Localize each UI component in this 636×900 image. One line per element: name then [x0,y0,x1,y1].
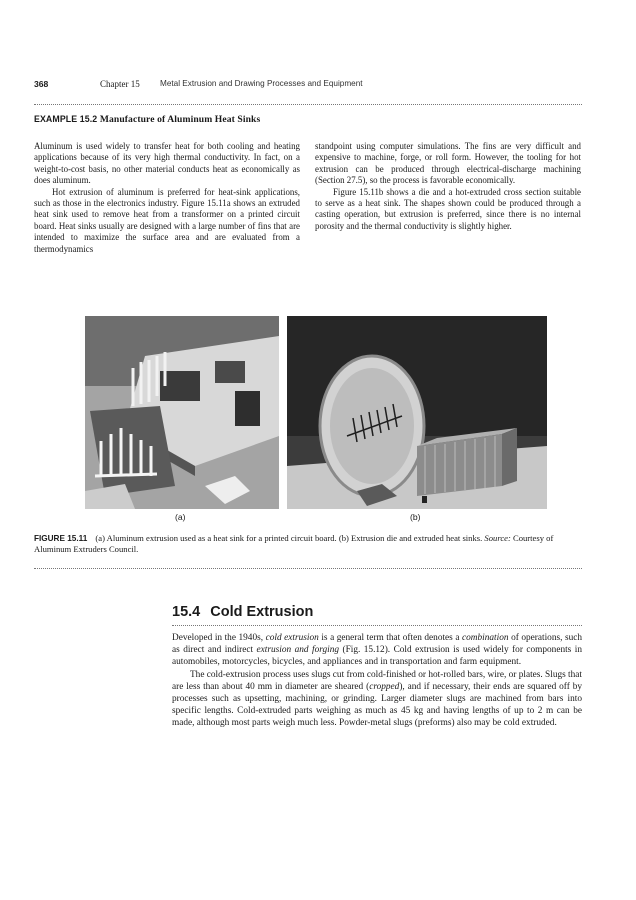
figure-source-text: Courtesy of Aluminum Extruders Council. [34,533,554,555]
figure-label-b: (b) [410,512,421,522]
figure-caption [34,533,582,555]
example-paragraph: standpoint using computer simulations. The fins are very difficult and expensive to machine, forge, or roll form. However, the tooling for hot extrusion can be produced through electrical-discharge machining (Section 27.5), so the process is favorable economically. [315,141,581,186]
italic-term: combination [462,633,509,643]
example-right-column [315,141,581,232]
text-run: of operations, such as direct and indirect [172,633,583,656]
example-paragraph: Aluminum is used widely to transfer heat for both cooling and heating applications because of its very high thermal conductivity. In fact, on a weight-to-cost basis, no other material conducts heat as economically as does aluminum. [34,141,300,186]
section-rule [172,625,582,626]
text-run: is a general term that often denotes a [318,633,463,643]
figure-source-label: Source: [484,533,511,543]
section-number: 15.4 [172,604,201,620]
example-left-column [34,141,300,255]
chapter-label: Chapter 15 [100,79,140,89]
text-run: Developed in the 1940s, [172,633,266,643]
italic-term: cropped [369,681,400,692]
figure-number: FIGURE 15.11 [34,534,88,543]
example-paragraph: Figure 15.11b shows a die and a hot-extruded cross section suitable to serve as a heat sink. The shapes shown could be produced through a casting operation, but extrusion is preferred, since there is no internal porosity and the thermal conductivity is slightly higher. [315,186,581,231]
text-run: The cold-extrusion process uses slugs cut from cold-finished or hot-rolled bars, wire, or plates. Slugs that are less than about 40 mm in diameter are sheared ( [172,669,582,692]
text-run: (Fig. 15.12). Cold extrusion is used widely for components in automobiles, motorcycles, bicycles, and appliances and in transportation and farm equipment. [172,645,582,668]
chapter-title: Metal Extrusion and Drawing Processes and Equipment [160,79,363,88]
italic-term: cold extrusion [265,633,319,643]
body-paragraph [172,632,582,669]
running-header [34,77,594,93]
page-number: 368 [34,79,49,89]
section-title: Cold Extrusion [210,604,314,620]
body-paragraph [172,669,582,730]
example-heading [34,114,260,125]
example-label: EXAMPLE 15.2 [34,114,98,124]
figure-label-a: (a) [175,512,186,522]
text-run: ), and if necessary, their ends are squared off by processes such as upsetting, machining, or grinding. Larger diameter slugs are machined from bars into specific lengths. Cold-extruded parts weighing as much as 45 kg and having lengths of up to 2 m can be made, although most parts weigh much less. Powder-metal slugs (preforms) also may be cold extruded. [172,681,582,729]
section-body [172,632,582,730]
example-paragraph: Hot extrusion of aluminum is preferred for heat-sink applications, such as those in the electronics industry. Figure 15.11a shows an extruded heat sink used to remove heat from a transformer on a printed circuit board. Heat sinks usually are designed with a large number of fins that are intended to maximize the surface area and are evaluated from a thermodynamics [34,186,300,254]
section-heading [172,604,313,620]
figure-photo-heat-sink-board [85,316,279,509]
header-rule [34,104,582,105]
italic-term: extrusion and forging [256,645,340,656]
figure-rule [34,568,582,569]
figure-photo-extrusion-die [287,316,547,509]
example-title: Manufacture of Aluminum Heat Sinks [99,114,261,125]
figure-caption-text: (a) Aluminum extrusion used as a heat sink for a printed circuit board. (b) Extrusion die and extruded heat sinks. [95,533,483,543]
